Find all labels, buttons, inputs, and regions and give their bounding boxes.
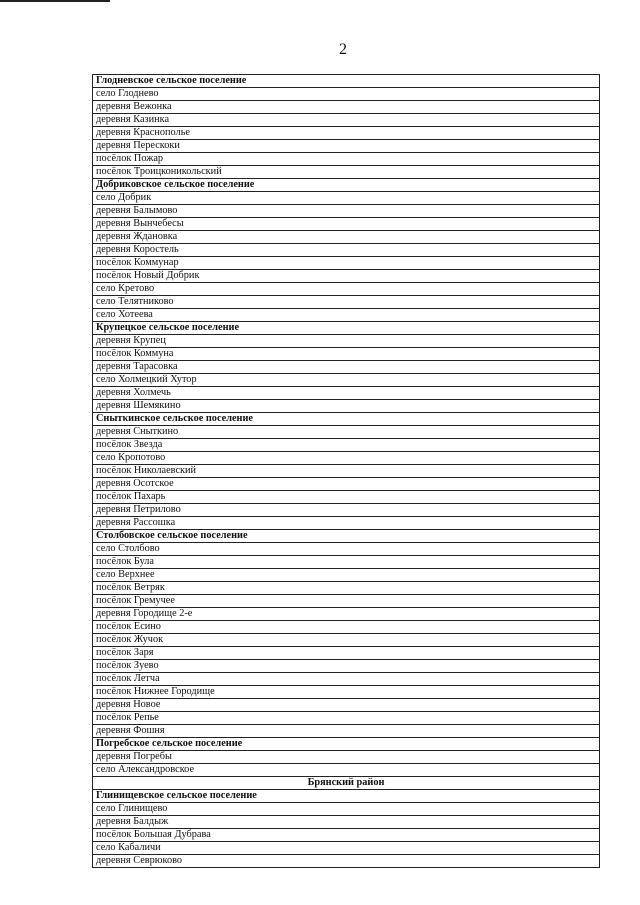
locality-row — [93, 491, 600, 504]
locality-name: село Столбово — [93, 543, 600, 556]
settlement-name: Крупецкое сельское поселение — [93, 322, 600, 335]
locality-name: деревня Вынчебесы — [93, 218, 600, 231]
locality-name: село Телятниково — [93, 296, 600, 309]
locality-name: село Холмецкий Хутор — [93, 374, 600, 387]
locality-name: деревня Холмечь — [93, 387, 600, 400]
locality-row — [93, 829, 600, 842]
locality-row — [93, 660, 600, 673]
locality-row — [93, 114, 600, 127]
locality-row — [93, 400, 600, 413]
locality-name: посёлок Заря — [93, 647, 600, 660]
locality-row — [93, 816, 600, 829]
locality-name: село Кретово — [93, 283, 600, 296]
locality-name: посёлок Троицконикольский — [93, 166, 600, 179]
settlement-heading-row — [93, 530, 600, 543]
settlement-heading-row — [93, 322, 600, 335]
top-rule — [0, 0, 110, 2]
settlement-heading-row — [93, 738, 600, 751]
locality-row — [93, 205, 600, 218]
locality-row — [93, 543, 600, 556]
locality-name: посёлок Зуево — [93, 660, 600, 673]
settlement-heading-row — [93, 413, 600, 426]
locality-row — [93, 335, 600, 348]
localities-table-body — [93, 75, 600, 868]
locality-row — [93, 88, 600, 101]
locality-row — [93, 166, 600, 179]
locality-name: посёлок Есино — [93, 621, 600, 634]
locality-row — [93, 101, 600, 114]
locality-row — [93, 309, 600, 322]
locality-row — [93, 231, 600, 244]
locality-name: посёлок Нижнее Городище — [93, 686, 600, 699]
locality-name: посёлок Звезда — [93, 439, 600, 452]
locality-row — [93, 764, 600, 777]
locality-name: деревня Казинка — [93, 114, 600, 127]
locality-row — [93, 361, 600, 374]
settlement-name: Столбовское сельское поселение — [93, 530, 600, 543]
locality-name: село Кропотово — [93, 452, 600, 465]
locality-name: деревня Петрилово — [93, 504, 600, 517]
locality-row — [93, 712, 600, 725]
locality-name: деревня Новое — [93, 699, 600, 712]
locality-row — [93, 608, 600, 621]
locality-row — [93, 751, 600, 764]
district-heading-row — [93, 777, 600, 790]
locality-name: деревня Фошня — [93, 725, 600, 738]
settlement-name: Снытκинское сельское поселение — [93, 413, 600, 426]
locality-row — [93, 140, 600, 153]
locality-row — [93, 426, 600, 439]
locality-row — [93, 569, 600, 582]
locality-name: посёлок Коммунар — [93, 257, 600, 270]
locality-name: посёлок Летча — [93, 673, 600, 686]
locality-name: посёлок Репье — [93, 712, 600, 725]
settlement-heading-row — [93, 790, 600, 803]
locality-name: деревня Перескоки — [93, 140, 600, 153]
locality-row — [93, 387, 600, 400]
locality-name: посёлок Була — [93, 556, 600, 569]
locality-row — [93, 595, 600, 608]
locality-name: село Верхнее — [93, 569, 600, 582]
locality-row — [93, 842, 600, 855]
locality-row — [93, 647, 600, 660]
page-number: 2 — [339, 41, 347, 58]
locality-row — [93, 556, 600, 569]
locality-name: деревня Ждановка — [93, 231, 600, 244]
locality-row — [93, 582, 600, 595]
locality-name: деревня Крупец — [93, 335, 600, 348]
locality-name: село Александровское — [93, 764, 600, 777]
settlement-name: Добриковское сельское поселение — [93, 179, 600, 192]
localities-table — [92, 74, 600, 868]
locality-row — [93, 673, 600, 686]
locality-name: посёлок Коммуна — [93, 348, 600, 361]
locality-row — [93, 283, 600, 296]
locality-row — [93, 257, 600, 270]
locality-row — [93, 517, 600, 530]
locality-name: деревня Краснополье — [93, 127, 600, 140]
settlement-heading-row — [93, 179, 600, 192]
locality-row — [93, 803, 600, 816]
locality-name: деревня Тарасовка — [93, 361, 600, 374]
locality-row — [93, 621, 600, 634]
locality-name: посёлок Пахарь — [93, 491, 600, 504]
locality-name: деревня Погребы — [93, 751, 600, 764]
locality-name: село Кабаличи — [93, 842, 600, 855]
locality-row — [93, 855, 600, 868]
locality-row — [93, 127, 600, 140]
district-name: Брянский район — [93, 777, 600, 790]
locality-name: деревня Городище 2-е — [93, 608, 600, 621]
locality-row — [93, 296, 600, 309]
locality-row — [93, 153, 600, 166]
locality-name: посёлок Пожар — [93, 153, 600, 166]
locality-name: село Глинищево — [93, 803, 600, 816]
locality-row — [93, 452, 600, 465]
locality-name: село Хотеева — [93, 309, 600, 322]
locality-name: деревня Балымово — [93, 205, 600, 218]
locality-row — [93, 699, 600, 712]
locality-row — [93, 634, 600, 647]
locality-name: деревня Севрюково — [93, 855, 600, 868]
locality-name: посёлок Николаевский — [93, 465, 600, 478]
locality-name: деревня Осотское — [93, 478, 600, 491]
locality-name: деревня Вежонка — [93, 101, 600, 114]
locality-name: посёлок Жучок — [93, 634, 600, 647]
locality-name: деревня Сныткино — [93, 426, 600, 439]
locality-row — [93, 478, 600, 491]
locality-row — [93, 218, 600, 231]
settlement-heading-row — [93, 75, 600, 88]
locality-name: деревня Коростель — [93, 244, 600, 257]
locality-name: посёлок Гремучее — [93, 595, 600, 608]
locality-row — [93, 439, 600, 452]
locality-name: село Добрик — [93, 192, 600, 205]
locality-name: деревня Рассошка — [93, 517, 600, 530]
settlement-name: Глинищевское сельское поселение — [93, 790, 600, 803]
locality-name: село Глоднево — [93, 88, 600, 101]
locality-row — [93, 725, 600, 738]
locality-row — [93, 348, 600, 361]
locality-row — [93, 374, 600, 387]
locality-row — [93, 192, 600, 205]
settlement-name: Погребское сельское поселение — [93, 738, 600, 751]
settlement-name: Глодневское сельское поселение — [93, 75, 600, 88]
locality-row — [93, 504, 600, 517]
locality-name: посёлок Большая Дубрава — [93, 829, 600, 842]
locality-row — [93, 465, 600, 478]
locality-row — [93, 270, 600, 283]
locality-row — [93, 686, 600, 699]
locality-name: посёлок Ветряк — [93, 582, 600, 595]
locality-name: деревня Шемякино — [93, 400, 600, 413]
locality-row — [93, 244, 600, 257]
locality-name: деревня Балдыж — [93, 816, 600, 829]
locality-name: посёлок Новый Добрик — [93, 270, 600, 283]
